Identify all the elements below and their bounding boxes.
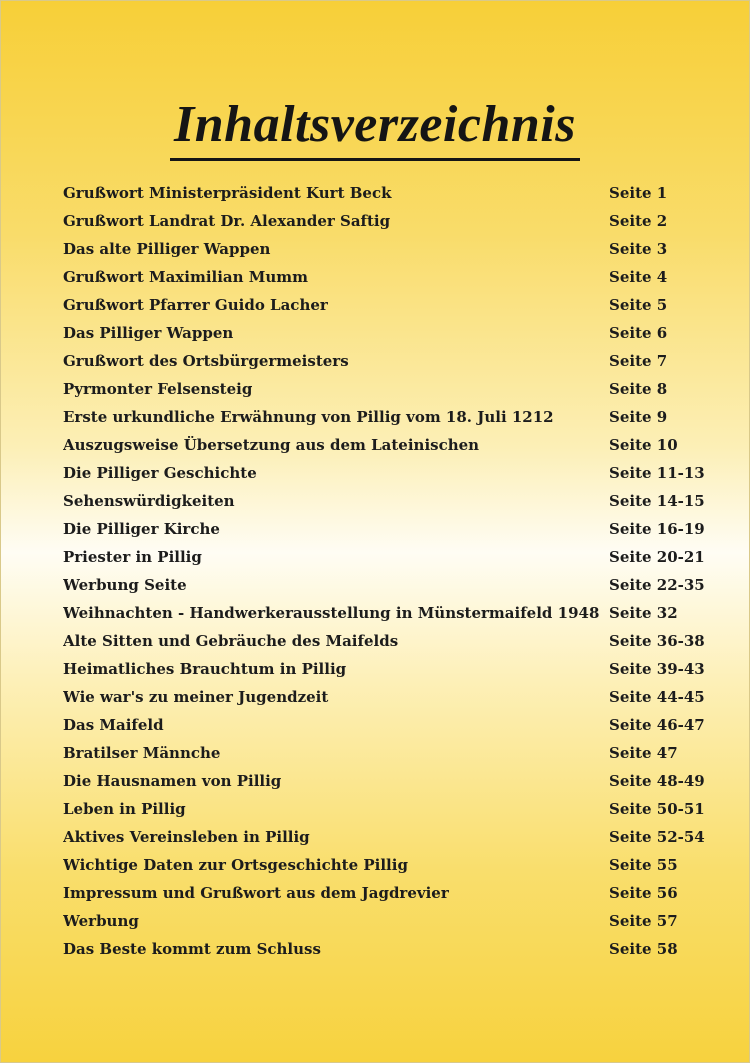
toc-entry-page: Seite 22-35 xyxy=(609,576,705,594)
toc-entry xyxy=(63,795,703,823)
toc-entry xyxy=(63,879,703,907)
toc-entry-title: Auszugsweise Übersetzung aus dem Lateinischen xyxy=(63,436,480,454)
toc-entry-page: Seite 55 xyxy=(609,856,678,874)
toc-entry xyxy=(63,935,703,963)
toc-entry xyxy=(63,375,703,403)
toc-entry-page: Seite 9 xyxy=(609,408,668,426)
page-title-text: Inhaltsverzeichnis xyxy=(170,94,580,161)
toc-entry-page: Seite 46-47 xyxy=(609,716,705,734)
toc-entry-page: Seite 44-45 xyxy=(609,688,705,706)
toc-entry-page: Seite 1 xyxy=(609,184,668,202)
toc-entry xyxy=(63,543,703,571)
toc-entry xyxy=(63,235,703,263)
toc-entry xyxy=(63,571,703,599)
toc-entry-page: Seite 4 xyxy=(609,268,668,286)
toc-entry-title: Die Hausnamen von Pillig xyxy=(63,772,282,790)
toc-entry xyxy=(63,739,703,767)
toc-entry-page: Seite 56 xyxy=(609,884,678,902)
toc-entry-page: Seite 3 xyxy=(609,240,668,258)
toc-entry xyxy=(63,347,703,375)
toc-entry-title: Das alte Pilliger Wappen xyxy=(63,240,271,258)
toc-entry xyxy=(63,179,703,207)
toc-entry-page: Seite 58 xyxy=(609,940,678,958)
toc-entry-title: Wichtige Daten zur Ortsgeschichte Pillig xyxy=(63,856,408,874)
toc-entry xyxy=(63,823,703,851)
toc-entry xyxy=(63,207,703,235)
toc-entry-page: Seite 47 xyxy=(609,744,678,762)
toc-entry-page: Seite 39-43 xyxy=(609,660,705,678)
toc-entry-page: Seite 14-15 xyxy=(609,492,705,510)
toc-entry-title: Leben in Pillig xyxy=(63,800,186,818)
toc-entry xyxy=(63,263,703,291)
page-title xyxy=(1,94,749,161)
toc-entry-page: Seite 52-54 xyxy=(609,828,705,846)
toc-entry-title: Sehenswürdigkeiten xyxy=(63,492,235,510)
toc-entry-title: Grußwort Landrat Dr. Alexander Saftig xyxy=(63,212,391,230)
toc-entry-page: Seite 32 xyxy=(609,604,678,622)
toc-entry xyxy=(63,851,703,879)
toc-entry xyxy=(63,767,703,795)
toc-entry-page: Seite 20-21 xyxy=(609,548,705,566)
toc-entry xyxy=(63,683,703,711)
toc-entry-page: Seite 48-49 xyxy=(609,772,705,790)
toc-entry-page: Seite 2 xyxy=(609,212,668,230)
toc-entry xyxy=(63,431,703,459)
toc-entry xyxy=(63,627,703,655)
toc-entry-title: Bratilser Männche xyxy=(63,744,221,762)
toc-entry-title: Alte Sitten und Gebräuche des Maifelds xyxy=(63,632,399,650)
toc-entry xyxy=(63,319,703,347)
toc-entry xyxy=(63,711,703,739)
toc-entry-title: Aktives Vereinsleben in Pillig xyxy=(63,828,310,846)
toc-entry-title: Das Beste kommt zum Schluss xyxy=(63,940,321,958)
toc-entry xyxy=(63,907,703,935)
toc-entry-title: Die Pilliger Kirche xyxy=(63,520,220,538)
toc-entry-title: Priester in Pillig xyxy=(63,548,202,566)
toc-entry-page: Seite 57 xyxy=(609,912,678,930)
toc-entry xyxy=(63,459,703,487)
toc-entry-title: Das Pilliger Wappen xyxy=(63,324,234,342)
toc-entry-title: Grußwort des Ortsbürgermeisters xyxy=(63,352,349,370)
toc-entry-title: Werbung Seite xyxy=(63,576,187,594)
toc-entry-page: Seite 36-38 xyxy=(609,632,705,650)
table-of-contents xyxy=(63,179,703,963)
toc-entry-title: Erste urkundliche Erwähnung von Pillig vom 18. Juli 1212 xyxy=(63,408,554,426)
toc-entry-title: Grußwort Ministerpräsident Kurt Beck xyxy=(63,184,392,202)
toc-entry-page: Seite 16-19 xyxy=(609,520,705,538)
toc-entry-page: Seite 11-13 xyxy=(609,464,705,482)
toc-entry-page: Seite 50-51 xyxy=(609,800,705,818)
toc-entry-page: Seite 10 xyxy=(609,436,678,454)
toc-entry xyxy=(63,515,703,543)
toc-entry-title: Heimatliches Brauchtum in Pillig xyxy=(63,660,347,678)
toc-entry-title: Die Pilliger Geschichte xyxy=(63,464,257,482)
toc-entry xyxy=(63,487,703,515)
toc-entry-title: Impressum und Grußwort aus dem Jagdrevier xyxy=(63,884,449,902)
toc-entry-title: Das Maifeld xyxy=(63,716,164,734)
toc-entry-title: Weihnachten - Handwerkerausstellung in Münstermaifeld 1948 xyxy=(63,604,600,622)
toc-entry-title: Wie war's zu meiner Jugendzeit xyxy=(63,688,329,706)
toc-entry xyxy=(63,655,703,683)
toc-entry xyxy=(63,599,703,627)
toc-entry-title: Grußwort Maximilian Mumm xyxy=(63,268,309,286)
toc-entry-page: Seite 8 xyxy=(609,380,668,398)
toc-entry-title: Pyrmonter Felsensteig xyxy=(63,380,253,398)
toc-entry-page: Seite 6 xyxy=(609,324,668,342)
toc-entry xyxy=(63,291,703,319)
toc-entry-page: Seite 5 xyxy=(609,296,668,314)
toc-entry-title: Werbung xyxy=(63,912,139,930)
toc-entry-page: Seite 7 xyxy=(609,352,668,370)
toc-entry-title: Grußwort Pfarrer Guido Lacher xyxy=(63,296,328,314)
toc-entry xyxy=(63,403,703,431)
